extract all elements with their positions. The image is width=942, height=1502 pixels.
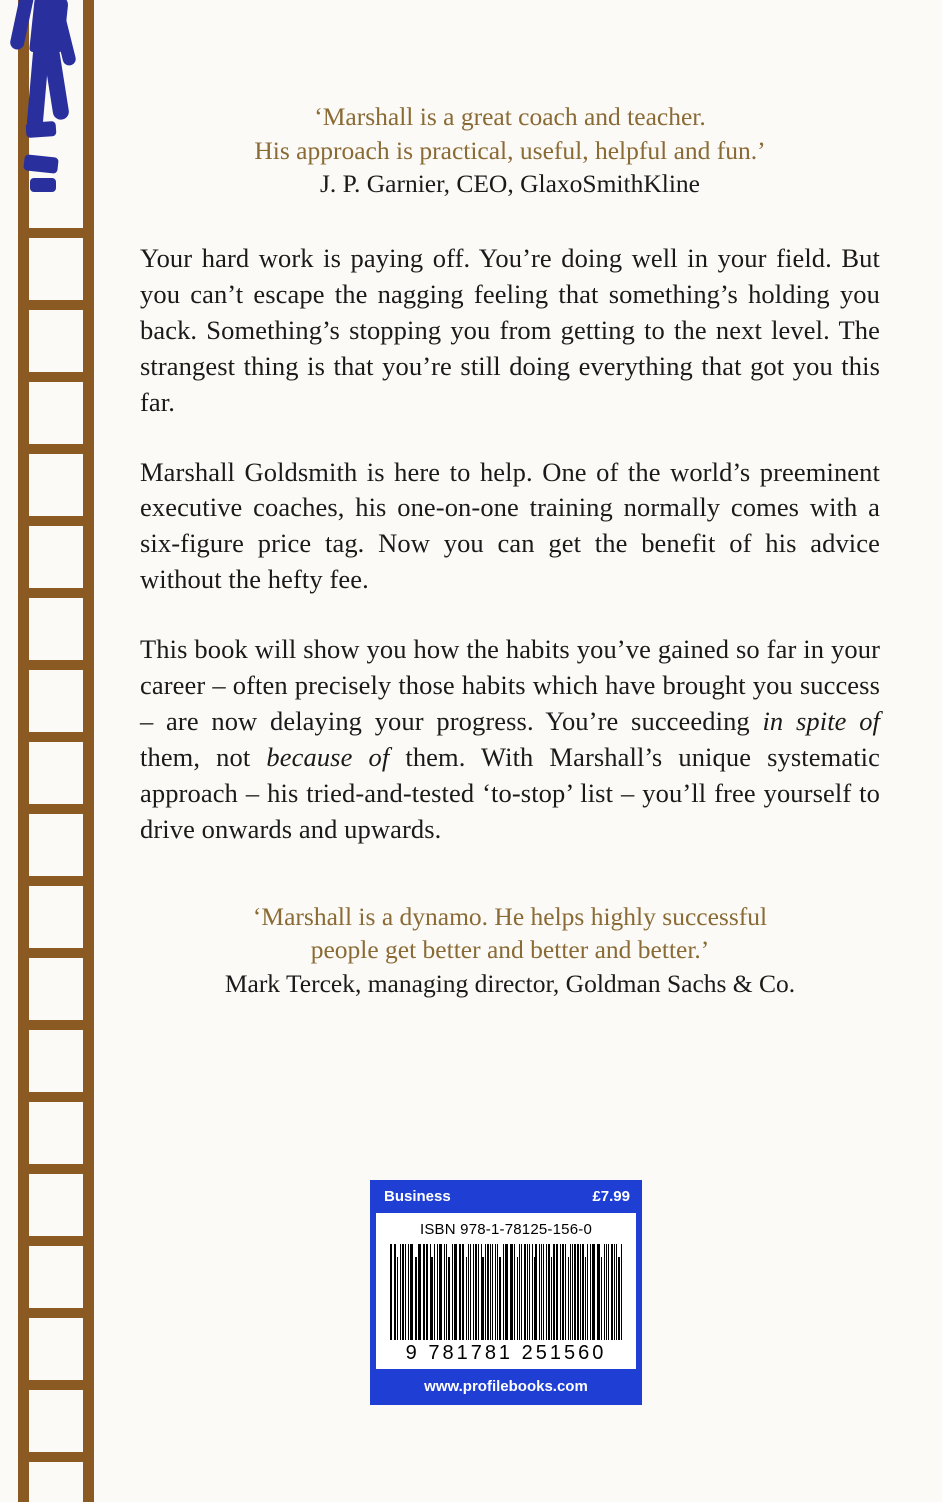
barcode-bar	[470, 1244, 471, 1340]
ladder-rung	[18, 804, 94, 814]
barcode-bar	[430, 1244, 431, 1340]
barcode-bar	[577, 1244, 578, 1340]
barcode-bar	[411, 1244, 412, 1340]
barcode-bar	[543, 1244, 544, 1340]
publisher-website: www.profilebooks.com	[424, 1378, 588, 1395]
barcode-bar	[506, 1244, 507, 1340]
barcode-bar	[468, 1244, 469, 1340]
barcode-bar	[431, 1257, 432, 1340]
barcode-bar	[439, 1244, 440, 1340]
barcode-bar	[487, 1244, 489, 1340]
isbn-text: ISBN 978-1-78125-156-0	[419, 1221, 592, 1238]
ladder-rung	[18, 1308, 94, 1318]
barcode-bar	[601, 1257, 602, 1340]
barcode-bar	[560, 1244, 561, 1340]
barcode-bar	[527, 1244, 528, 1340]
barcode-bar	[524, 1244, 526, 1340]
ladder-rung	[18, 1164, 94, 1174]
barcode-bar	[446, 1244, 447, 1340]
ladder-rung	[18, 1236, 94, 1246]
barcode-bar	[592, 1244, 593, 1340]
top-quote-attribution: J. P. Garnier, CEO, GlaxoSmithKline	[319, 169, 701, 199]
top-endorsement-quote	[140, 100, 880, 201]
barcode-bar	[608, 1244, 609, 1340]
barcode-bar	[585, 1257, 586, 1340]
barcode-bar	[462, 1244, 464, 1340]
ladder-rung	[18, 876, 94, 886]
bottom-endorsement-quote	[140, 900, 880, 1001]
barcode-bar	[587, 1244, 588, 1340]
barcode-header	[370, 1180, 642, 1213]
blurb-paragraph-3	[140, 632, 880, 847]
ladder-rung	[18, 516, 94, 526]
barcode-bar	[557, 1244, 558, 1340]
ladder-rung	[18, 660, 94, 670]
barcode-bar	[532, 1244, 533, 1340]
barcode-bar	[580, 1244, 581, 1340]
back-cover-text	[140, 100, 880, 1001]
barcode-bar	[424, 1244, 425, 1340]
barcode-bar	[419, 1244, 420, 1340]
bottom-quote-line-1: ‘Marshall is a dynamo. He helps highly successful	[252, 901, 768, 931]
book-price-label: £7.99	[592, 1188, 630, 1205]
barcode-bar	[485, 1244, 486, 1340]
barcode-bar	[455, 1244, 456, 1340]
ladder-rung	[18, 588, 94, 598]
barcode-bar	[548, 1244, 550, 1340]
barcode-bar	[521, 1244, 522, 1340]
barcode-bar	[452, 1244, 453, 1340]
barcode-bar	[598, 1244, 600, 1340]
blurb-p3-text-3: them. With Marshall’s unique systematic approach – his tried-and-tested ‘to-stop’ list – you’ll free yourself to drive onwards and upwards.	[140, 741, 880, 844]
barcode-bar	[437, 1244, 438, 1340]
barcode-bar	[597, 1244, 598, 1340]
figure-foot-right	[23, 154, 58, 173]
barcode-bar	[402, 1244, 404, 1340]
ladder-rail-left	[18, 0, 29, 1502]
barcode-bar	[565, 1244, 566, 1340]
barcode-bar	[614, 1244, 615, 1340]
barcode-bar	[426, 1244, 428, 1340]
ladder-rung	[18, 444, 94, 454]
barcode-bar	[546, 1244, 547, 1340]
barcode-bar	[519, 1244, 520, 1340]
barcode-bar	[394, 1244, 395, 1340]
ladder-rung	[18, 732, 94, 742]
barcode-bar	[440, 1244, 442, 1340]
barcode-bar	[395, 1244, 396, 1340]
barcode-bar	[405, 1244, 406, 1340]
barcode-bar	[400, 1244, 401, 1340]
ladder-rung	[18, 1380, 94, 1390]
barcode-bar	[574, 1244, 576, 1340]
top-quote-line-2: His approach is practical, useful, helpful and fun.’	[254, 135, 766, 165]
barcode-bar	[570, 1244, 571, 1340]
ladder-illustration	[0, 0, 105, 1502]
ladder-rung	[18, 228, 94, 238]
barcode-bar	[572, 1244, 573, 1340]
barcode-bar	[606, 1244, 607, 1340]
barcode-bar	[444, 1244, 445, 1340]
barcode-bar	[535, 1244, 537, 1340]
barcode-bar	[423, 1244, 424, 1340]
barcode-bar	[482, 1257, 483, 1340]
barcode-bar	[418, 1244, 419, 1340]
barcode-bar	[529, 1244, 530, 1340]
barcode-bar	[534, 1257, 535, 1340]
ladder-rail-right	[83, 0, 94, 1502]
barcode-bar	[475, 1244, 477, 1340]
barcode-bar	[390, 1244, 392, 1340]
barcode-bar	[473, 1244, 474, 1340]
barcode-bar	[611, 1244, 613, 1340]
barcode-bar	[495, 1244, 496, 1340]
barcode-bar	[604, 1244, 605, 1340]
ladder-rung	[18, 1020, 94, 1030]
blurb-paragraph-2: Marshall Goldsmith is here to help. One of the world’s preeminent executive coaches, his one-on-one training normally comes with a six-figure price tag. Now you can get the benefit of his advice without the hefty fee.	[140, 456, 880, 595]
ladder-rung	[18, 1092, 94, 1102]
barcode-bar	[568, 1257, 569, 1340]
barcode-bar	[492, 1244, 493, 1340]
figure-shoe-lower	[30, 178, 56, 192]
barcode-bar	[459, 1244, 460, 1340]
barcode-bar	[503, 1244, 504, 1340]
barcode-bar	[490, 1244, 491, 1340]
barcode-bar	[415, 1257, 417, 1340]
barcode-bar	[497, 1244, 498, 1340]
barcode-bar	[616, 1244, 617, 1340]
barcode-bar	[448, 1257, 450, 1340]
barcode-bar	[511, 1244, 513, 1340]
barcode-bar	[621, 1244, 622, 1340]
ladder-rung	[18, 1452, 94, 1462]
barcode-bar	[551, 1257, 552, 1340]
barcode-bar	[582, 1244, 584, 1340]
barcode-bar	[510, 1244, 511, 1340]
barcode-bar	[499, 1257, 501, 1340]
ladder-rung	[18, 372, 94, 382]
barcode-area	[376, 1213, 636, 1369]
barcode-bar	[408, 1244, 409, 1340]
figure-foot-left	[26, 121, 57, 138]
barcode-bar	[454, 1244, 455, 1340]
blurb-p3-text-1: This book will show you how the habits you’ve gained so far in your career – often precisely those habits which have brought you success – are now delaying your progress. You’re succeeding	[140, 634, 880, 736]
top-quote-line-1: ‘Marshall is a great coach and teacher.	[314, 102, 706, 131]
barcode-bar	[539, 1244, 540, 1340]
ladder-rung	[18, 300, 94, 310]
bottom-quote-attribution: Mark Tercek, managing director, Goldman Sachs & Co.	[224, 968, 796, 998]
barcode-bar	[460, 1244, 461, 1340]
barcode-bar	[514, 1244, 515, 1340]
barcode-bar	[466, 1257, 467, 1340]
barcode-bar	[410, 1244, 411, 1340]
blurb-paragraph-1: Your hard work is paying off. You’re doing well in your field. But you can’t escape the nagging feeling that something’s holding you back. Something’s stopping you from getting to the next level. The strangest thing is that you’re still doing everything that got you this far.	[140, 242, 880, 417]
bottom-quote-line-2: people get better and better and better.’	[310, 935, 710, 965]
barcode-bar	[553, 1244, 554, 1340]
barcode-bar	[562, 1244, 564, 1340]
book-category-label: Business	[384, 1188, 451, 1205]
blurb-p3-text-2: them, not	[140, 741, 267, 772]
barcode-bar	[556, 1244, 557, 1340]
barcode-bar	[618, 1257, 619, 1340]
barcode-bar	[593, 1244, 594, 1340]
ladder-rung	[18, 948, 94, 958]
barcode-bar	[397, 1257, 398, 1340]
barcode-bar	[517, 1257, 518, 1340]
barcode-bar	[481, 1244, 482, 1340]
barcode-bar	[434, 1244, 435, 1340]
barcode-panel	[370, 1180, 642, 1405]
barcode-bars	[376, 1244, 636, 1340]
barcode-bar	[505, 1244, 506, 1340]
blurb-p3-italic-1: in spite of	[762, 705, 881, 736]
blurb-p3-italic-2: because of	[266, 741, 390, 772]
ean-digits: 9 781781 251560	[405, 1342, 607, 1364]
barcode-bar	[478, 1244, 479, 1340]
barcode-bar	[541, 1244, 542, 1340]
barcode-bar	[590, 1244, 591, 1340]
climbing-figure-icon	[6, 0, 102, 211]
